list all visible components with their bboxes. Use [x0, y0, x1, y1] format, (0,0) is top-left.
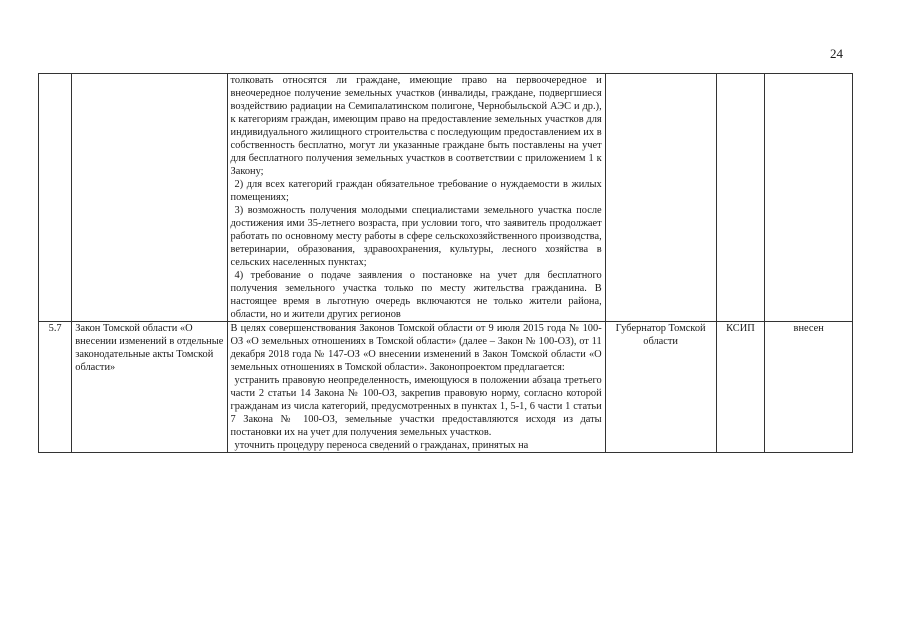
description-paragraph: 2) для всех категорий граждан обязательное требование о нуждаемости в жилых помещениях; — [230, 179, 602, 203]
description-paragraph: уточнить процедуру переноса сведений о гражданах, принятых на — [234, 440, 529, 451]
description-paragraph: устранить правовую неопределенность, имеющуюся в положении абзаца третьего части 2 статьи 14 Закона № 100-ОЗ, закрепив правовую норму, согласно которой гражданам из числа категорий, предусмотренных в пунктах 1, 5-1, 6 части 1 статьи 7 Закона № 100-ОЗ, земельные участки предоставляются исходя из даты постановки их на учет для получения земельных участков. — [230, 375, 602, 438]
bill-description — [227, 74, 605, 322]
bill-description — [227, 322, 605, 453]
row-number: 5.7 — [39, 322, 72, 453]
description-paragraph: толковать относятся ли граждане, имеющие право на первоочередное и внеочередное получение земельных участков (инвалиды, граждане, подвергшиеся воздействию радиации на Семипалатинском полигоне, Чернобыльской АЭС и др.), к категориям граждан, имеющим право на предоставление земельных участков для индивидуального жилищного строительства с последующим предоставлением их в собственность бесплатно, могут ли указанные граждане быть поставлены на учет для бесплатного получения земельных участков в соответствии с приложением 1 к Закону; — [230, 75, 602, 177]
row-number — [39, 74, 72, 322]
bill-status — [765, 74, 853, 322]
bill-status: внесен — [765, 322, 853, 453]
bill-title: Закон Томской области «О внесении изменений в отдельные законодательные акты Томской области» — [72, 322, 227, 453]
bill-committee — [716, 74, 765, 322]
bill-author: Губернатор Томской области — [605, 322, 716, 453]
bill-title — [72, 74, 227, 322]
description-paragraph: 4) требование о подаче заявления о постановке на учет для бесплатного получения земельного участка только по месту жительства гражданина. В настоящее время в льготную очередь включаются не только жители района, области, но и жители других регионов — [230, 270, 602, 320]
table-row — [39, 74, 853, 322]
page-number: 24 — [830, 46, 843, 61]
bills-table — [38, 73, 853, 453]
bill-author — [605, 74, 716, 322]
bill-committee: КСИП — [716, 322, 765, 453]
description-paragraph: В целях совершенствования Законов Томской области от 9 июля 2015 года № 100-ОЗ «О земельных отношениях в Томской области» (далее – Закон № 100-ОЗ), от 11 декабря 2018 года № 147-ОЗ «О внесении изменений в Закон Томской области «О земельных отношениях в Томской области». Законопроектом предлагается: — [230, 323, 602, 373]
description-paragraph: 3) возможность получения молодыми специалистами земельного участка после достижения ими 35-летнего возраста, при условии того, что заявитель продолжает работать по основному месту работы в сфере сельскохозяйственного производства, ветеринарии, образования, здравоохранения, культуры, лесного хозяйства в сельских населенных пунктах; — [230, 205, 602, 268]
table-row — [39, 322, 853, 453]
